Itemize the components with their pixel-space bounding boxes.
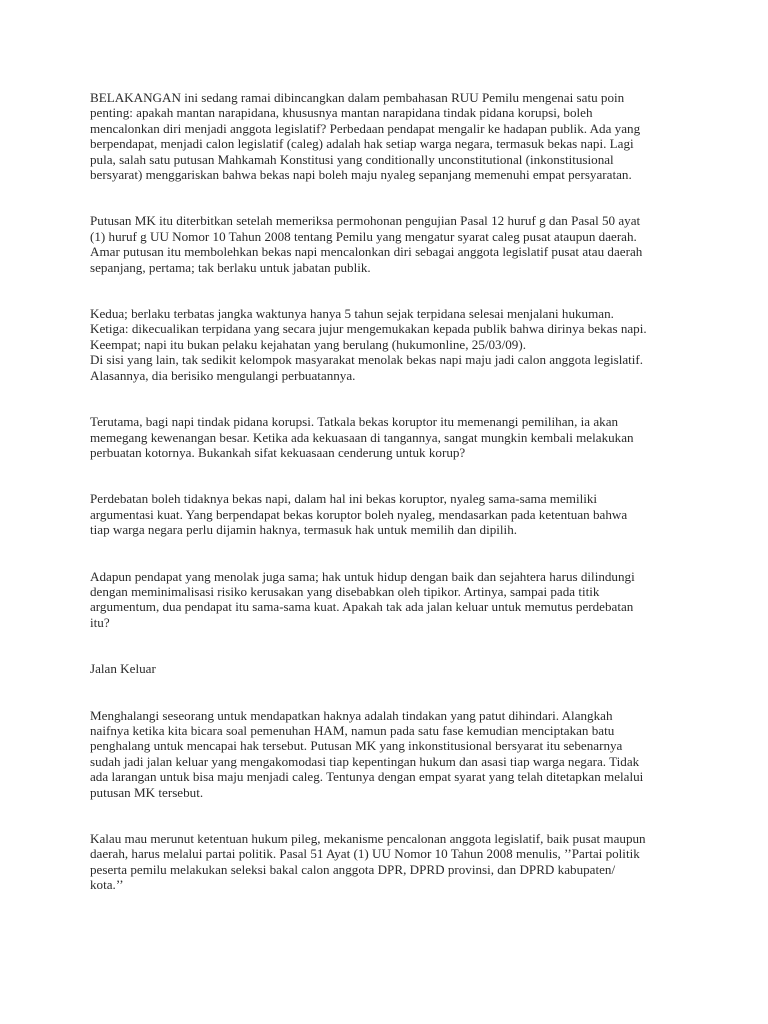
text-line: memegang kewenangan besar. Ketika ada kekuasaan di tangannya, sangat mungkin kembali melakukan bbox=[90, 429, 634, 445]
paragraph-7 bbox=[90, 708, 715, 800]
section-heading: Jalan Keluar bbox=[90, 661, 156, 677]
text-line: ada larangan untuk bisa maju menjadi caleg. Tentunya dengan empat syarat yang telah ditetapkan melalui bbox=[90, 769, 644, 785]
text-line: perbuatan kotornya. Bukankah sifat kekuasaan cenderung untuk korup? bbox=[90, 444, 466, 460]
text-line: argumentasi kuat. Yang berpendapat bekas koruptor boleh nyaleg, mendasarkan pada ketentuan bahwa bbox=[90, 506, 628, 522]
text-line: itu? bbox=[90, 614, 110, 630]
text-line: sudah jadi jalan keluar yang mengakomodasi tiap kepentingan hukum dan asasi tiap warga negara. Tidak bbox=[90, 753, 640, 769]
text-line: Keempat; napi itu bukan pelaku kejahatan yang berulang (hukumonline, 25/03/09). bbox=[90, 336, 526, 352]
text-line: Perdebatan boleh tidaknya bekas napi, dalam hal ini bekas koruptor, nyaleg sama-sama memiliki bbox=[90, 491, 598, 507]
text-line: Kedua; berlaku terbatas jangka waktunya hanya 5 tahun sejak terpidana selesai menjalani hukuman. bbox=[90, 306, 614, 322]
text-line: bersyarat) menggariskan bahwa bekas napi boleh maju nyaleg sepanjang memenuhi empat persyaratan. bbox=[90, 167, 632, 183]
text-line: penghalang untuk mencapai hak tersebut. Putusan MK yang inkonstitusional bersyarat itu sebenarnya bbox=[90, 738, 623, 754]
text-line: naifnya ketika kita bicara soal pemenuhan HAM, namun pada satu fase kemudian menciptakan batu bbox=[90, 722, 615, 738]
paragraph-1 bbox=[90, 90, 715, 182]
text-line: sepanjang, pertama; tak berlaku untuk jabatan publik. bbox=[90, 259, 371, 275]
text-line: Menghalangi seseorang untuk mendapatkan haknya adalah tindakan yang patut dihindari. Alangkah bbox=[90, 707, 613, 723]
text-line: Di sisi yang lain, tak sedikit kelompok masyarakat menolak bekas napi maju jadi calon anggota legislatif. bbox=[90, 352, 644, 368]
text-line: mencalonkan diri menjadi anggota legislatif? Perbedaan pendapat mengalir ke hadapan publik. Ada yang bbox=[90, 120, 641, 136]
paragraph-5 bbox=[90, 491, 715, 537]
paragraph-2 bbox=[90, 213, 715, 275]
text-line: kota.’’ bbox=[90, 877, 124, 893]
text-line: daerah, harus melalui partai politik. Pasal 51 Ayat (1) UU Nomor 10 Tahun 2008 menulis, ’’Partai politik bbox=[90, 846, 640, 862]
text-line: penting: apakah mantan narapidana, khususnya mantan narapidana tindak pidana korupsi, boleh bbox=[90, 105, 593, 121]
text-line: peserta pemilu melakukan seleksi bakal calon anggota DPR, DPRD provinsi, dan DPRD kabupaten/ bbox=[90, 861, 616, 877]
text-line: Amar putusan itu membolehkan bekas napi mencalonkan diri sebagai anggota legislatif pusat atau daerah bbox=[90, 244, 643, 260]
text-line: Adapun pendapat yang menolak juga sama; hak untuk hidup dengan baik dan sejahtera harus dilindungi bbox=[90, 568, 635, 584]
text-line: BELAKANGAN ini sedang ramai dibincangkan dalam pembahasan RUU Pemilu mengenai satu poin bbox=[90, 90, 625, 105]
text-line: argumentum, dua pendapat itu sama-sama kuat. Apakah tak ada jalan keluar untuk memutus perdebatan bbox=[90, 599, 634, 615]
text-line: tiap warga negara perlu dijamin haknya, termasuk hak untuk memilih dan dipilih. bbox=[90, 522, 518, 538]
text-line: putusan MK tersebut. bbox=[90, 784, 204, 800]
paragraph-6 bbox=[90, 569, 715, 631]
text-line: berpendapat, menjadi calon legislatif (caleg) adalah hak setiap warga negara, termasuk bekas napi. Lagi bbox=[90, 136, 634, 152]
paragraph-3 bbox=[90, 306, 715, 383]
paragraph-8 bbox=[90, 831, 715, 893]
text-line: Putusan MK itu diterbitkan setelah memeriksa permohonan pengujian Pasal 12 huruf g dan Pasal 50 ayat bbox=[90, 213, 641, 229]
paragraph-4 bbox=[90, 414, 715, 460]
text-line: Ketiga: dikecualikan terpidana yang secara jujur mengemukakan kepada publik bahwa dirinya bekas napi. bbox=[90, 321, 647, 337]
text-line: dengan meminimalisasi risiko kerusakan yang disebabkan oleh tipikor. Artinya, sampai pada titik bbox=[90, 583, 600, 599]
text-line: pula, salah satu putusan Mahkamah Konstitusi yang conditionally unconstitutional (inkonstitusional bbox=[90, 151, 614, 167]
document-page bbox=[90, 90, 715, 924]
text-line: Alasannya, dia berisiko mengulangi perbuatannya. bbox=[90, 367, 356, 383]
text-line: Terutama, bagi napi tindak pidana korupsi. Tatkala bekas koruptor itu memenangi pemilihan, ia akan bbox=[90, 414, 619, 430]
text-line: Kalau mau merunut ketentuan hukum pileg, mekanisme pencalonan anggota legislatif, baik pusat maupun bbox=[90, 831, 646, 846]
text-line: (1) huruf g UU Nomor 10 Tahun 2008 tentang Pemilu yang mengatur syarat caleg pusat ataupun daerah. bbox=[90, 228, 637, 244]
